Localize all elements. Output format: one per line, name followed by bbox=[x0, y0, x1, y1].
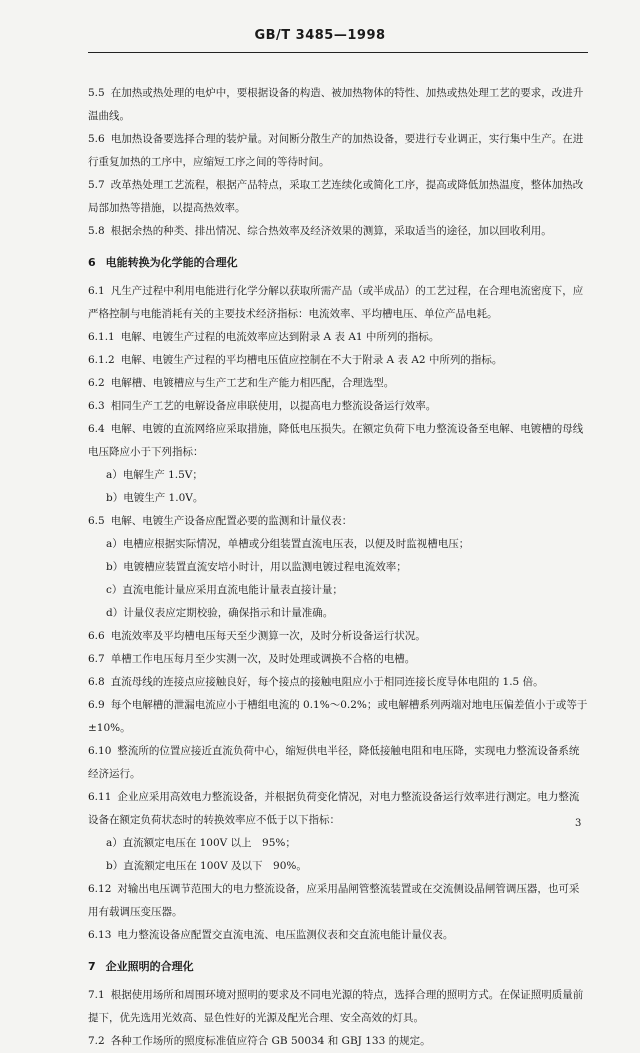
list-item: a）电解生产 1.5V； bbox=[106, 469, 203, 481]
clause-paragraph bbox=[88, 786, 588, 832]
clause-paragraph bbox=[88, 372, 588, 395]
clause-paragraph bbox=[88, 280, 588, 326]
clause-text: 电解、电镀生产过程的电流效率应达到附录 A 表 A1 中所列的指标。 bbox=[120, 331, 440, 343]
clause-paragraph bbox=[88, 349, 588, 372]
section-heading bbox=[88, 955, 588, 978]
clause-paragraph bbox=[88, 740, 588, 786]
clause-text: 电加热设备要选择合理的装炉量。对间断分散生产的加热设备，要进行专业调正，实行集中生产。在进行重复加热的工序中，应缩短工序之间的等待时间。 bbox=[88, 133, 584, 168]
clause-text: 凡生产过程中利用电能进行化学分解以获取所需产品（或半成品）的工艺过程，在合理电流密度下，应严格控制与电能消耗有关的主要技术经济指标：电流效率、平均槽电压、单位产品电耗。 bbox=[88, 285, 584, 320]
clause-text: 电力整流设备应配置交直流电流、电压监测仪表和交直流电能计量仪表。 bbox=[117, 929, 454, 941]
clause-number: 5.8 bbox=[88, 225, 105, 237]
clause-text: 根据使用场所和周围环境对照明的要求及不同电光源的特点，选择合理的照明方式。在保证照明质量前提下，优先选用光效高、显色性好的光源及配光合理、安全高效的灯具。 bbox=[88, 989, 584, 1024]
header-rule bbox=[88, 52, 588, 53]
list-item: b）电镀槽应装置直流安培小时计，用以监测电镀过程电流效率； bbox=[106, 561, 407, 573]
clause-paragraph bbox=[88, 395, 588, 418]
clause-text: 企业照明的合理化 bbox=[105, 960, 194, 973]
list-item: b）电镀生产 1.0V。 bbox=[106, 492, 204, 504]
list-item: a）直流额定电压在 100V 以上 95%； bbox=[106, 837, 296, 849]
clause-number: 6.11 bbox=[88, 791, 112, 803]
clause-number: 6.12 bbox=[88, 883, 112, 895]
clause-text: 根据余热的种类、排出情况、综合热效率及经济效果的测算，采取适当的途径，加以回收利用。 bbox=[110, 225, 552, 237]
page-number: 3 bbox=[575, 818, 582, 829]
clause-paragraph bbox=[88, 128, 588, 174]
standard-code-header: GB/T 3485—1998 bbox=[254, 28, 386, 43]
list-item: c）直流电能计量应采用直流电能计量表直接计量； bbox=[106, 584, 343, 596]
clause-number: 6.13 bbox=[88, 929, 112, 941]
clause-number: 6.5 bbox=[88, 515, 105, 527]
clause-number: 5.5 bbox=[88, 87, 105, 99]
clause-paragraph bbox=[88, 694, 588, 740]
clause-number: 7.2 bbox=[88, 1035, 105, 1047]
clause-text: 直流母线的连接点应接触良好，每个接点的接触电阻应小于相同连接长度导体电阻的 1.5 倍。 bbox=[110, 676, 544, 688]
clause-paragraph bbox=[88, 984, 588, 1030]
list-item: b）直流额定电压在 100V 及以下 90%。 bbox=[106, 860, 307, 872]
clause-number: 7.1 bbox=[88, 989, 105, 1001]
clause-text: 电流效率及平均槽电压每天至少测算一次，及时分析设备运行状况。 bbox=[110, 630, 426, 642]
clause-number: 6.3 bbox=[88, 400, 105, 412]
clause-number: 6 bbox=[88, 256, 96, 269]
clause-paragraph bbox=[88, 174, 588, 220]
clause-text: 改革热处理工艺流程，根据产品特点，采取工艺连续化或简化工序，提高或降低加热温度，整体加热改局部加热等措施，以提高热效率。 bbox=[88, 179, 584, 214]
clause-paragraph bbox=[88, 924, 588, 947]
clause-text: 在加热或热处理的电炉中，要根据设备的构造、被加热物体的特性、加热或热处理工艺的要求，改进升温曲线。 bbox=[88, 87, 584, 122]
clause-number: 6.4 bbox=[88, 423, 105, 435]
clause-paragraph bbox=[88, 326, 588, 349]
clause-text: 每个电解槽的泄漏电流应小于槽组电流的 0.1%～0.2%；或电解槽系列两端对地电压偏差值小于或等于±10%。 bbox=[88, 699, 588, 734]
clause-text: 电解槽、电镀槽应与生产工艺和生产能力相匹配，合理选型。 bbox=[110, 377, 395, 389]
clause-text: 企业应采用高效电力整流设备，并根据负荷变化情况，对电力整流设备运行效率进行测定。电力整流设备在额定负荷状态时的转换效率应不低于以下指标： bbox=[88, 791, 580, 826]
list-item: d）计量仪表应定期校验，确保指示和计量准确。 bbox=[106, 607, 334, 619]
clause-number: 6.7 bbox=[88, 653, 105, 665]
section-heading bbox=[88, 251, 588, 274]
clause-text: 各种工作场所的照度标准值应符合 GB 50034 和 GBJ 133 的规定。 bbox=[110, 1035, 431, 1047]
clause-number: 6.2 bbox=[88, 377, 105, 389]
clause-text: 电解、电镀生产过程的平均槽电压值应控制在不大于附录 A 表 A2 中所列的指标。 bbox=[120, 354, 503, 366]
clause-paragraph bbox=[88, 878, 588, 924]
clause-number: 6.6 bbox=[88, 630, 105, 642]
clause-text: 电解、电镀生产设备应配置必要的监测和计量仪表： bbox=[110, 515, 353, 527]
clause-number: 6.1 bbox=[88, 285, 105, 297]
clause-text: 电能转换为化学能的合理化 bbox=[105, 256, 238, 269]
list-item: a）电槽应根据实际情况，单槽或分组装置直流电压表，以便及时监视槽电压； bbox=[106, 538, 470, 550]
clause-number: 6.1.2 bbox=[88, 354, 115, 366]
clause-number: 5.7 bbox=[88, 179, 105, 191]
clause-text: 相同生产工艺的电解设备应串联使用，以提高电力整流设备运行效率。 bbox=[110, 400, 437, 412]
clause-number: 6.9 bbox=[88, 699, 105, 711]
clause-paragraph bbox=[88, 671, 588, 694]
clause-text: 整流所的位置应接近直流负荷中心，缩短供电半径，降低接触电阻和电压降，实现电力整流设备系统经济运行。 bbox=[88, 745, 580, 780]
clause-paragraph bbox=[88, 648, 588, 671]
clause-number: 6.8 bbox=[88, 676, 105, 688]
clause-paragraph bbox=[88, 510, 588, 533]
document-body bbox=[88, 82, 588, 1053]
clause-number: 6.10 bbox=[88, 745, 112, 757]
clause-text: 电解、电镀的直流网络应采取措施，降低电压损失。在额定负荷下电力整流设备至电解、电镀槽的母线电压降应小于下列指标： bbox=[88, 423, 584, 458]
clause-paragraph bbox=[88, 1030, 588, 1053]
clause-paragraph bbox=[88, 220, 588, 243]
clause-text: 单槽工作电压每月至少实测一次，及时处理或调换不合格的电槽。 bbox=[110, 653, 416, 665]
clause-number: 5.6 bbox=[88, 133, 105, 145]
clause-paragraph bbox=[88, 82, 588, 128]
clause-paragraph bbox=[88, 625, 588, 648]
clause-number: 7 bbox=[88, 960, 96, 973]
clause-text: 对输出电压调节范围大的电力整流设备，应采用晶闸管整流装置或在交流侧设晶闸管调压器，也可采用有载调压变压器。 bbox=[88, 883, 580, 918]
clause-number: 6.1.1 bbox=[88, 331, 115, 343]
clause-paragraph bbox=[88, 418, 588, 464]
